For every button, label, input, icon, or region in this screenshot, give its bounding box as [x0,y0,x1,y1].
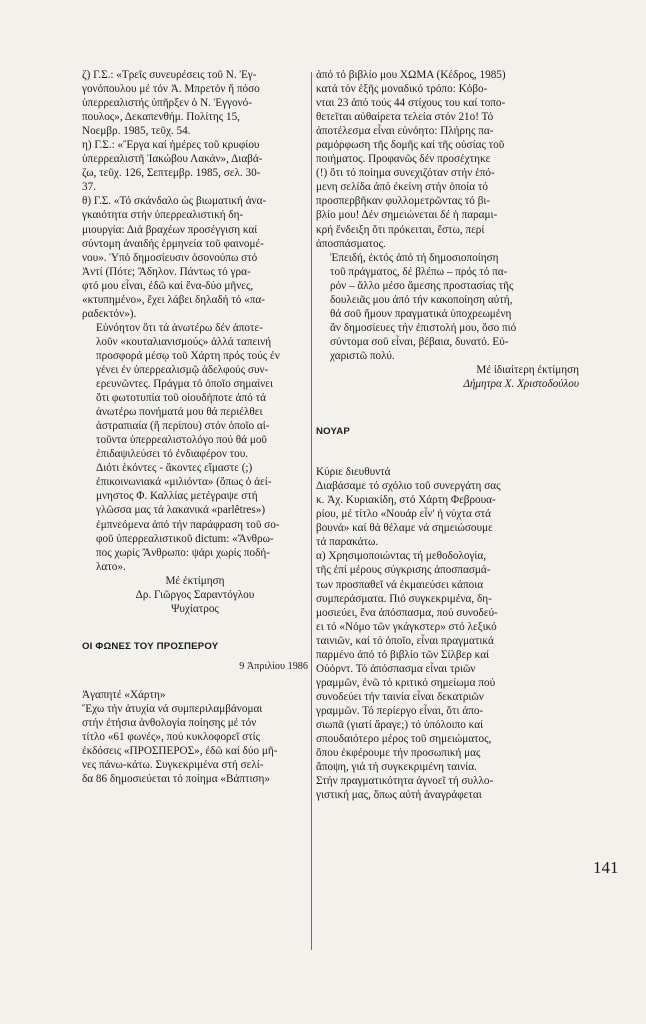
column-divider [311,72,312,950]
text-line: σύντομα σοῦ εἶναι, βέβαια, δυνατό. Εὐ- [330,335,509,348]
text-line: ταινιῶν, καί τό ὁποῖο, εἶναι πραγματικά [316,634,494,647]
text-line: δουλειᾶς μου ἀπό τήν κακοποίηση αὐτή, [330,293,513,306]
text-line: τῆς ἐπί μέρους σύγκρισης ἀποσπασμά- [316,564,491,577]
footnote-th [82,194,308,320]
left-column [82,68,308,786]
text-line: κατά τόν ἑξῆς μοναδικό τρόπο: Κόβο- [316,83,488,96]
letter3-salutation: Κύριε διευθυντά [316,466,391,479]
text-line: κ. Ἀχ. Κυριακίδη, στό Χάρτη Φεβρουα- [316,494,496,507]
section-heading-noir: ΝΟΥΑΡ [316,426,350,438]
text-line: μενη σελίδα ἀπό ἐκείνη στήν ὁποία τό [316,181,488,194]
letter1-paragraph-1 [82,321,308,461]
text-line: γονόπουλου μέ τόν Ἀ. Μπρετόν ἤ πόσο [82,83,260,96]
text-line: 37. [82,181,96,194]
text-line: ἐμπνεόμενα ἀπό τήν παράφραση τοῦ σο- [96,518,280,531]
text-line: βουνά» καί θά θέλαμε νά σημειώσουμε [316,522,493,535]
text-line: θά σοῦ ἤμουν πραγματικά ὑποχρεωμένη [330,307,512,320]
text-line: ζω, τεῦχ. 126, Σεπτεμβρ. 1985, σελ. 30- [82,167,261,180]
text-line: «κτυπημένο», ἔχει λάβει δηλαδή τό «πα- [82,293,265,306]
text-line: λατο». [96,560,126,573]
letter2-salutation: Ἀγαπητέ «Χάρτη» [82,688,166,701]
text-line: ἐκδόσεις «ΠΡΟΣΠΕΡΟΣ», ἐδῶ καί δύο μῆ- [82,745,278,758]
text-line: γκαιότητα στήν ὑπερρεαλιστική δη- [82,209,244,222]
letter3-paragraph-1 [316,479,579,549]
text-line: Ἀντί (Πότε; Ἄδηλον. Πάντως τό γρα- [82,265,251,278]
text-line: Ἔχω τήν ἀτυχία νά συμπεριλαμβάνομαι [82,702,263,715]
text-line: Ἐπειδή, ἐκτός ἀπό τή δημοσιοποίηση [330,251,499,264]
text-line: Διαβάσαμε τό σχόλιο τοῦ συνεργάτη σας [316,480,501,493]
text-line: μιουργία: Διά βραχέων προσέγγιση καί [82,223,258,236]
text-line: ἀποτέλεσμα εἶναι εὐνόητο: Πλήρης πα- [316,125,494,138]
text-line: ει τό «Νόμο τῶν γκάγκστερ» στό λεξικό [316,620,497,633]
letter2-closing: Μέ ἰδιαίτερη ἐκτίμηση [476,363,579,376]
text-line: γραμμῶν. Τό περίεργο εἶναι, ὅτι ἀπο- [316,704,484,717]
text-line: νου». Ὑπό δημοσίευσιν ὁσονούπω στό [82,251,258,264]
text-line: γραμμῶν, ἐνῶ τό κριτικό σημείωμα πού [316,676,496,689]
text-line: ὅτι φωτοτυπία τοῦ οἱουδήποτε ἀπό τά [96,392,266,405]
text-line: ἐπικοινωνιακά «μιλιόντα» (ὅπως ὁ ἀεί- [96,476,272,489]
text-line: νται 23 ἀπό τούς 44 στίχους του καί τοπο- [316,97,506,110]
text-line: πος χωρίς Ἄνθρωπο: ψάρι χωρίς ποδή- [96,546,270,559]
text-line: θ) Γ.Σ. «Τό σκάνδαλο ὡς βιωματική ἀνα- [82,195,267,208]
letter3-paragraph-2 [316,549,579,774]
letter3-paragraph-3 [316,774,579,802]
letter1-signature [82,574,308,616]
text-line: Νοεμβρ. 1985, τεῦχ. 54. [82,125,191,138]
letter2-date: 9 Ἀπριλίου 1986 [239,660,308,672]
text-line: ἄν δημοσίευες τήν ἐπιστολή μου, ὅσο πιό [330,321,517,334]
letter2-paragraph-2 [316,68,579,251]
text-line: στήν ἐτήσια ἀνθολογία ποίησης μέ τόν [82,717,257,730]
text-line: α) Χρησιμοποιώντας τή μεθοδολογία, [316,550,487,563]
text-line: τίτλο «61 φωνές», πού κυκλοφορεῖ στίς [82,731,261,744]
text-line: νες πάνω-κάτω. Συγκεκριμένα στή σελί- [82,759,264,772]
text-line: Διότι ἑκόντες - ἄκοντες εἴμαστε (;) [96,462,253,475]
text-line: Οὐόρντ. Τό ἀπόσπασμα εἶναι τριῶν [316,662,476,675]
text-line: ἀπό τό βιβλίο μου ΧΩΜΑ (Κέδρος, 1985) [316,69,506,81]
text-line: σιωπᾶ (γιατί ἄραγε;) τό ὑπόλοιπο καί [316,718,484,731]
section-heading-prosperos: ΟΙ ΦΩΝΕΣ ΤΟΥ ΠΡΟΣΠΕΡΟΥ [82,640,219,652]
footnote-h [82,138,308,194]
text-line: Ψυχίατρος [171,602,219,615]
text-line: παρμένο ἀπό τό βιβλίο τῶν Σίλβερ καί [316,648,490,661]
text-line: τοῦ πράγματος, δέ βλέπω – πρός τό πα- [330,265,508,278]
text-line: ποιήματος. Προφανῶς δέν προσέχτηκε [316,153,491,166]
letter1-paragraph-2 [82,461,308,573]
page-number: 141 [593,858,619,877]
text-line: ραμόρφωση τῆς δομῆς καί τῆς οὐσίας τοῦ [316,139,505,152]
letter2-paragraph-3 [316,251,579,363]
text-line: ἀνωτέρω πονήματά μου θά περιέλθει [96,406,263,419]
text-line: Εὐνόητον ὅτι τά ἀνωτέρω δέν ἀποτε- [96,321,263,334]
text-line: μνηστος Φ. Καλλίας μετέγραψε στή [96,490,258,503]
text-line: δα 86 δημοσιεύεται τό ποίημα «Βάπτιση» [82,773,270,786]
footnote-z [82,68,308,138]
text-line: ὑπερρεαλιστῆ Ἰακώβου Λακάν», Διαβά- [82,153,263,166]
text-line: θετεῖται αὐθαίρετα τελεία στόν 21ο! Τό [316,111,494,124]
text-line: σύντομη ἀναιδής ἑρμηνεία τοῦ φαινομέ- [82,237,264,250]
right-column [316,68,579,802]
text-line: τά παρακάτω. [316,536,379,549]
text-line: ὅπου ἐκφέρουμε τήν προσωπική μας [316,747,481,760]
letter2-signature: Δήμητρα Χ. Χριστοδούλου [463,378,579,391]
text-line: προσφορά μέσῳ τοῦ Χάρτη πρός τούς ἐν [96,349,280,362]
text-line: Δρ. Γιῶργος Σαραντόγλου [135,588,255,601]
text-line: γιστική μας, ὅπως αὐτή ἀναγράφεται [316,789,482,802]
text-line: ἀστραπιαία (ἤ περίπου) στόν ὁποῖο αἰ- [96,420,270,433]
text-line: προσπερβῆκαν φυλλομετρῶντας τό βι- [316,195,491,208]
text-line: ἄποψη, γιά τή συγκεκριμένη ταινία. [316,761,477,774]
text-line: τοῦντα ὑπερρεαλιστολόγο πού θά μοῦ [96,434,267,447]
text-line: μοσιεύει, ἕνα ἀπόσπασμα, πού συνοδεύ- [316,606,498,619]
text-line: Μέ ἐκτίμηση [165,574,225,587]
text-line: συμπεράσματα. Πιό συγκεκριμένα, δη- [316,592,492,605]
text-line: πουλος», Δεκαπενθήμ. Πολίτης 15, [82,111,240,124]
text-line: ὑπερρεαλιστής ὑπῆρξεν ὁ Ν. Ἐγγονό- [82,97,252,110]
text-line: των προσπαθεῖ νά ἐκμαιεύσει κάποια [316,578,484,591]
text-line: ραδεκτόν»). [82,307,137,320]
text-line: (!) ὅτι τό ποίημα συνεχιζόταν στήν ἑπό- [316,167,495,180]
text-line: γλῶσσα μας τά λακανικά «parlêtres») [96,504,266,517]
text-line: γένει ἐν ὑπερρεαλισμῷ ἀδελφούς συν- [96,363,269,376]
text-line: χαριστῶ πολύ. [330,349,395,362]
text-line: ρίου, μέ τίτλο «Νουάρ εἶν' ἡ νύχτα στά [316,508,492,521]
text-line: η) Γ.Σ.: «Ἔργα καί ἡμέρες τοῦ κρυφίου [82,139,260,152]
text-line: κρή ἔνδειξη ὅτι πρόκειται, ἔστω, περί [316,223,485,236]
text-line: σπουδαιότερο μέρος τοῦ σημειώματος, [316,733,492,746]
text-line: ἀποσπάσματος. [316,237,386,250]
text-line: λοῦν «κουταλιανισμούς» ἀλλά ταπεινή [96,335,272,348]
text-line: ερευνῶντες. Πράγμα τό ὁποῖο σημαίνει [96,378,273,391]
text-line: συνοδεύει τήν ταινία εἶναι δεκατριῶν [316,690,484,703]
text-line: ρόν – ἄλλο μέσο ἄμεσης προστασίας τῆς [330,279,514,292]
text-line: Στήν πραγματικότητα ἀγνοεῖ τή συλλο- [316,775,494,788]
text-line: φτό μου εἶναι, ἐδῶ καί ἕνα-δύο μῆνες, [82,279,254,292]
text-line: ζ) Γ.Σ.: «Τρεῖς συνευρέσεις τοῦ Ν. Ἐγ- [82,69,257,81]
text-line: ἐπιδαψιλεύσει τό ἐνδιαφέρον του. [96,448,249,461]
text-line: φοῦ ὑπερρεαλιστικοῦ dictum: «Ἄνθρω- [96,532,274,545]
letter2-paragraph-1 [82,702,308,786]
text-line: βλίο μου! Δέν σημειώνεται δέ ἡ παραμι- [316,209,498,222]
